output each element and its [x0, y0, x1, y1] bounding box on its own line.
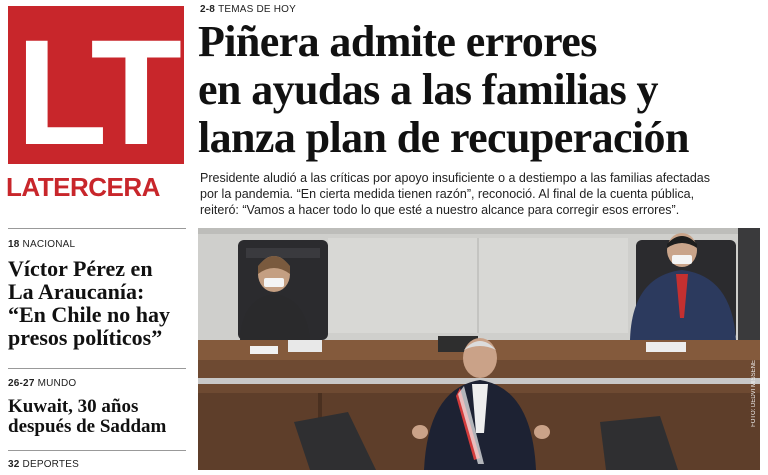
photo-credit: FOTO: DEDVI MISSENE — [751, 360, 757, 427]
photo-illustration — [198, 228, 760, 470]
lede-paragraph — [200, 170, 756, 218]
svg-text:LT: LT — [15, 8, 177, 164]
main-headline[interactable] — [198, 18, 760, 162]
headline-line: Piñera admite errores — [198, 17, 597, 66]
headline-line: lanza plan de recuperación — [198, 113, 689, 162]
section-kicker — [8, 378, 76, 389]
headline-line: en ayudas a las familias y — [198, 65, 658, 114]
headline-line: La Araucanía: — [8, 279, 145, 304]
section-name: TEMAS DE HOY — [218, 4, 297, 15]
page-numbers: 18 — [8, 239, 20, 250]
logo[interactable] — [8, 6, 184, 164]
lede-line: reiteró: “Vamos a hacer todo lo que esté a nuestro alcance para corregir esos errores”. — [200, 203, 680, 217]
page-numbers: 26-27 — [8, 378, 35, 389]
lede-line: Presidente aludió a las críticas por apoyo insuficiente o a destiempo a las familias afectadas — [200, 171, 711, 185]
divider — [8, 450, 186, 451]
headline-line: después de Saddam — [8, 416, 167, 437]
logo-letters — [8, 6, 184, 164]
brand-name: LATERCERA — [6, 172, 160, 202]
divider — [8, 228, 186, 229]
headline-line: Víctor Pérez en — [8, 256, 153, 281]
story-headline[interactable] — [8, 257, 193, 349]
lede-line: por la pandemia. “En cierta medida tienen razón”, reconoció. Al final de la cuenta pública, — [200, 187, 695, 201]
section-kicker — [8, 239, 75, 250]
divider — [8, 368, 186, 369]
section-name: MUNDO — [37, 378, 77, 389]
section-name: NACIONAL — [22, 239, 76, 250]
section-name: DEPORTES — [22, 459, 79, 470]
lead-photo[interactable] — [198, 228, 760, 470]
section-kicker — [8, 459, 79, 470]
section-kicker — [200, 4, 296, 15]
headline-line: presos políticos” — [8, 325, 163, 350]
story-headline[interactable] — [8, 397, 193, 437]
headline-line: Kuwait, 30 años — [8, 396, 139, 417]
headline-line: “En Chile no hay — [8, 302, 170, 327]
page-numbers: 2-8 — [200, 4, 216, 15]
page-numbers: 32 — [8, 459, 20, 470]
